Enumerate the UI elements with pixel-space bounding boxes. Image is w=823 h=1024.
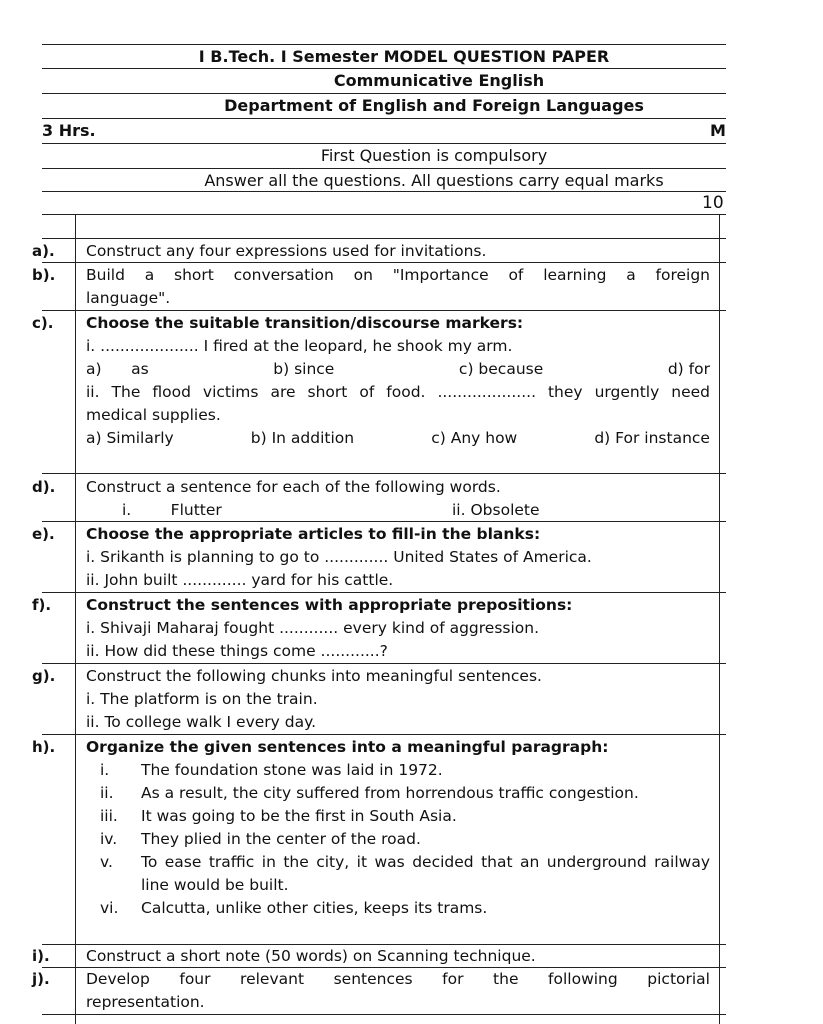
word-list — [86, 499, 710, 522]
rule-3 — [42, 118, 726, 119]
question-prompt: Choose the suitable transition/discourse markers: — [86, 314, 524, 332]
rule-6 — [42, 191, 726, 192]
question-text: Construct any four expressions used for invitations. — [86, 242, 487, 260]
max-marks-label: M — [710, 121, 726, 140]
instruction-compulsory: First Question is compulsory — [320, 146, 548, 165]
question-item: i. The platform is on the train. — [86, 690, 318, 708]
question-item: i. .................... I fired at the leopard, he shook my arm. — [86, 337, 513, 355]
option-d: d) for — [667, 360, 710, 378]
question-prompt: Construct a sentence for each of the following words. — [86, 478, 501, 496]
question-number: j). — [32, 970, 50, 988]
question-item: ii. How did these things come ............? — [86, 642, 388, 660]
row-rule — [42, 473, 726, 474]
sentence-item: ii. As a result, the city suffered from horrendous traffic congestion. — [100, 784, 639, 802]
option-d: d) For instance — [594, 429, 710, 447]
word-item: i. Flutter — [122, 501, 222, 519]
word-item: ii. Obsolete — [452, 501, 540, 519]
row-rule — [42, 592, 726, 593]
question-item: ii. To college walk I every day. — [86, 713, 316, 731]
question-number: b). — [32, 266, 56, 284]
rule-4 — [42, 143, 726, 144]
sentence-item: iii. It was going to be the first in South Asia. — [100, 807, 457, 825]
question-prompt: Construct the following chunks into meaningful sentences. — [86, 667, 542, 685]
table-left-border — [75, 214, 76, 1024]
question-number: c). — [32, 314, 54, 332]
question-item: i. Srikanth is planning to go to ............. United States of America. — [86, 548, 592, 566]
rule-2 — [42, 93, 726, 94]
option-row — [86, 427, 710, 450]
question-number: f). — [32, 596, 52, 614]
question-number: a). — [32, 242, 55, 260]
duration: 3 Hrs. — [42, 121, 96, 140]
top-rule — [42, 44, 726, 45]
question-text: Build a short conversation on "Importance of learning a foreign — [86, 266, 710, 284]
rule-1 — [42, 68, 726, 69]
question-prompt: Construct the sentences with appropriate prepositions: — [86, 596, 573, 614]
question-item: medical supplies. — [86, 406, 221, 424]
row-rule — [42, 734, 726, 735]
sentence-item: i. The foundation stone was laid in 1972. — [100, 761, 443, 779]
subject-title: Communicative English — [333, 71, 545, 90]
question-number: e). — [32, 525, 55, 543]
option-c: c) Any how — [431, 429, 518, 447]
question-prompt: Choose the appropriate articles to fill-in the blanks: — [86, 525, 541, 543]
question-item: i. Shivaji Maharaj fought ............ every kind of aggression. — [86, 619, 540, 637]
table-right-border — [719, 214, 720, 1024]
option-a: a) Similarly — [86, 429, 174, 447]
sentence-item: v. To ease traffic in the city, it was decided that an underground railway line would be built. — [100, 853, 710, 894]
total-marks-value: 10 — [702, 193, 724, 213]
rule-7 — [42, 214, 726, 215]
option-a: a) as — [86, 360, 149, 378]
question-text: representation. — [86, 993, 205, 1011]
question-item: ii. The flood victims are short of food. .................... they urgently need — [86, 383, 710, 401]
sentence-item: vi. Calcutta, unlike other cities, keeps its trams. — [100, 899, 488, 917]
question-number: d). — [32, 478, 56, 496]
option-b: b) since — [273, 360, 335, 378]
question-number: i). — [32, 947, 50, 965]
option-c: c) because — [458, 360, 544, 378]
paper-title: I B.Tech. I Semester MODEL QUESTION PAPER — [198, 47, 610, 66]
department-title: Department of English and Foreign Languages — [224, 96, 644, 115]
question-number: g). — [32, 667, 56, 685]
question-text: language". — [86, 289, 171, 307]
row-rule — [42, 310, 726, 311]
question-prompt: Organize the given sentences into a meaningful paragraph: — [86, 738, 609, 756]
sentence-item: iv. They plied in the center of the road. — [100, 830, 421, 848]
bottom-rule — [42, 1014, 726, 1015]
option-b: b) In addition — [250, 429, 355, 447]
question-item: ii. John built ............. yard for his cattle. — [86, 571, 394, 589]
question-text: Develop four relevant sentences for the following pictorial — [86, 970, 710, 988]
option-row — [86, 358, 710, 381]
instruction-all: Answer all the questions. All questions carry equal marks — [204, 171, 664, 190]
table-header-rule — [42, 238, 726, 239]
question-text: Construct a short note (50 words) on Scanning technique. — [86, 947, 536, 965]
question-number: h). — [32, 738, 56, 756]
row-rule — [42, 663, 726, 664]
rule-5 — [42, 168, 726, 169]
